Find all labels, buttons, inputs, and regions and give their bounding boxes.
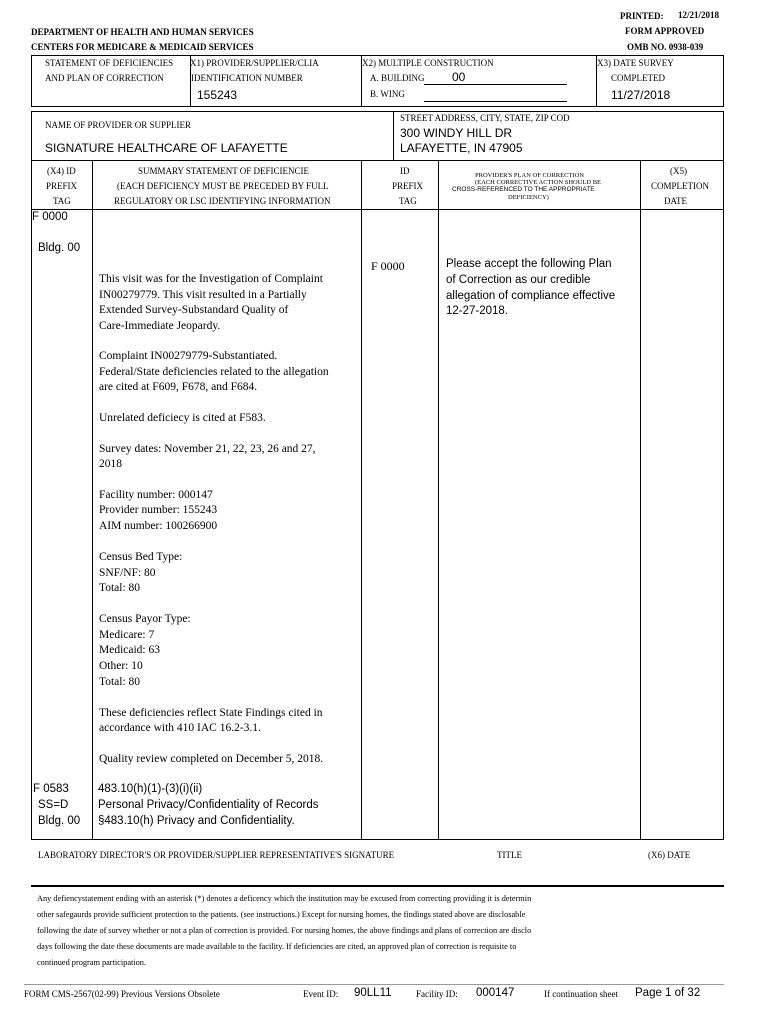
plan-line-2: of Correction as our credible [446,274,591,286]
building-underline [424,84,567,85]
rule-top [31,55,724,56]
disclaimer-line: following the date of survey whether or not a plan of correction is provided. For nursing homes, the above findings and plans of correction are disclo [37,926,532,935]
summary-line: are cited at F609, F678, and F684. [99,381,258,393]
rule-col-summary [361,160,362,839]
summary-header-3: REGULATORY OR LSC IDENTIFYING INFORMATION [114,196,331,206]
id-header-1: ID [400,166,410,176]
x1-provider-number: 155243 [197,88,238,102]
x3-label-1: X3) DATE SURVEY [597,58,674,68]
summary-line: Facility number: 000147 [99,489,213,501]
facility-id-label: Facility ID: [416,989,458,999]
plan-header-2: (EACH CORRECTIVE ACTION SHOULD BE [475,179,602,186]
disclaimer-line: other safegaurds provide sufficient protection to the patients. (see instructions.) Except for nursing homes, the findings stated above are disclosable [37,910,526,919]
tag-ssd: SS=D [38,799,69,811]
x4-header-3: TAG [53,196,71,206]
summary-line: 2018 [99,458,122,470]
plan-line-3: allegation of compliance effective [446,290,616,302]
id-tag-f0000: F 0000 [371,259,405,273]
summary-line: Census Bed Type: [99,551,183,563]
rule-left [31,55,32,106]
printed-date: 12/21/2018 [678,10,720,20]
summary-line: Extended Survey-Substandard Quality of [99,304,289,316]
summary-line: Census Payor Type: [99,613,191,625]
rule-col-plan [640,160,641,839]
form-number: FORM CMS-2567(02-99) Previous Versions Obsolete [24,989,220,999]
summary-line: Other: 10 [99,660,143,672]
wing-underline [424,101,567,102]
summary-line: Total: 80 [99,582,141,594]
form-approved: FORM APPROVED [625,26,705,36]
summary-line: SNF/NF: 80 [99,567,156,579]
provider-name-label: NAME OF PROVIDER OR SUPPLIER [45,120,192,130]
summary-line: Federal/State deficiencies related to the allegation [99,366,329,378]
address-street: 300 WINDY HILL DR [400,126,513,140]
x1-label-2: IDENTIFICATION NUMBER [191,73,303,83]
tag-f0000: F 0000 [32,211,68,223]
omb-number: OMB NO. 0938-039 [627,42,704,52]
rule-col-left [31,160,32,839]
title-label: TITLE [497,850,522,860]
disclaimer-line: continued program participation. [37,958,146,967]
tag-bldg-00-2: Bldg. 00 [38,815,81,827]
rule-signature-bottom [31,885,724,887]
facility-id-value: 000147 [476,987,515,999]
centers-title: CENTERS FOR MEDICARE & MEDICAID SERVICES [31,42,254,52]
x1-label-1: X1) PROVIDER/SUPPLIER/CLIA [190,58,319,68]
signature-label: LABORATORY DIRECTOR'S OR PROVIDER/SUPPLIER REPRESENTATIVE'S SIGNATURE [38,850,395,860]
summary-header-1: SUMMARY STATEMENT OF DEFICIENCIE [138,166,310,176]
id-header-2: PREFIX [392,181,424,191]
tag-f0583: F 0583 [33,783,69,795]
summary-line: Quality review completed on December 5, 2018. [99,753,324,765]
summary-line: These deficiencies reflect State Findings cited in [99,707,323,719]
summary-line: Unrelated deficiecy is cited at F583. [99,412,266,424]
disclaimer-line: days following the date these documents are made available to the facility. If deficiencies are cited, an approved plan of correction is requisite to [37,942,517,951]
rule-col-tag [92,160,93,839]
x5-header-3: DATE [664,196,687,206]
tag-bldg-00: Bldg. 00 [38,242,81,254]
rule-provider-left [31,111,32,160]
rule-idblock-bottom [31,106,724,107]
rule-provider-bottom [31,160,724,161]
plan-line-4: 12-27-2018. [446,305,509,317]
plan-header-4: DEFICIENCY) [508,194,549,201]
rule-provider-right [723,111,724,160]
printed-label: PRINTED: [620,11,664,21]
f583-title: Personal Privacy/Confidentiality of Records [98,799,319,811]
rule-provider-mid [393,111,394,160]
summary-line: Survey dates: November 21, 22, 23, 26 and 27, [99,443,316,455]
rule-footer [24,984,724,985]
rule-colhead-bottom [31,209,724,210]
x5-header-1: (X5) [670,166,687,176]
f583-regulation: 483.10(h)(1)-(3)(i)(ii) [98,783,203,795]
dept-title: DEPARTMENT OF HEALTH AND HUMAN SERVICES [31,27,254,37]
summary-line: Provider number: 155243 [99,504,218,516]
x6-date-label: (X6) DATE [648,850,691,860]
summary-line: Medicare: 7 [99,629,155,641]
page-number: Page 1 of 32 [635,987,701,999]
summary-line: Care-Immediate Jeopardy. [99,320,221,332]
event-id-value: 90LL11 [354,987,392,999]
x2-building-label: A. BUILDING [370,73,425,83]
plan-line-1: Please accept the following Plan [446,258,612,270]
rule-body-bottom [31,839,724,840]
summary-line: Total: 80 [99,676,141,688]
summary-line: accordance with 410 IAC 16.2-3.1. [99,722,261,734]
x3-survey-date: 11/27/2018 [611,88,671,102]
address-city: LAFAYETTE, IN 47905 [400,141,523,155]
address-label: STREET ADDRESS, CITY, STATE, ZIP COD [400,113,570,123]
summary-line: IN00279779. This visit resulted in a Partially [99,289,307,301]
summary-line: Medicaid: 63 [99,644,160,656]
rule-col-id [438,160,439,839]
id-header-3: TAG [399,196,417,206]
statement-label-1: STATEMENT OF DEFICIENCIES [45,58,174,68]
rule-right [723,55,724,106]
plan-header-1: PROVIDER'S PLAN OF CORRECTION [475,172,584,179]
continuation-label: If continuation sheet [544,989,618,999]
rule-col-right [723,160,724,839]
x4-header-1: (X4) ID [47,166,76,176]
summary-header-2: (EACH DEFICIENCY MUST BE PRECEDED BY FULL [117,181,329,191]
x4-header-2: PREFIX [46,181,78,191]
event-id-label: Event ID: [303,989,339,999]
summary-line: This visit was for the Investigation of Complaint [99,273,323,285]
summary-line: Complaint IN00279779-Substantiated. [99,350,278,362]
x2-label-1: X2) MULTIPLE CONSTRUCTION [362,58,494,68]
plan-header-3: CROSS-REFERENCED TO THE APPROPRIATE [452,186,595,193]
f583-section: §483.10(h) Privacy and Confidentiality. [98,815,295,827]
rule-provider-top [31,111,724,112]
x5-header-2: COMPLETION [651,181,709,191]
summary-line: AIM number: 100266900 [99,520,218,532]
disclaimer-line: Any defiencystatement ending with an asterisk (*) denotes a deficency which the institution may be excused from correcting providing it is determin [37,894,532,903]
x2-building-value: 00 [452,70,466,84]
provider-name: SIGNATURE HEALTHCARE OF LAFAYETTE [45,141,288,155]
x2-wing-label: B. WING [370,89,405,99]
statement-label-2: AND PLAN OF CORRECTION [45,73,164,83]
x3-label-2: COMPLETED [611,73,665,83]
